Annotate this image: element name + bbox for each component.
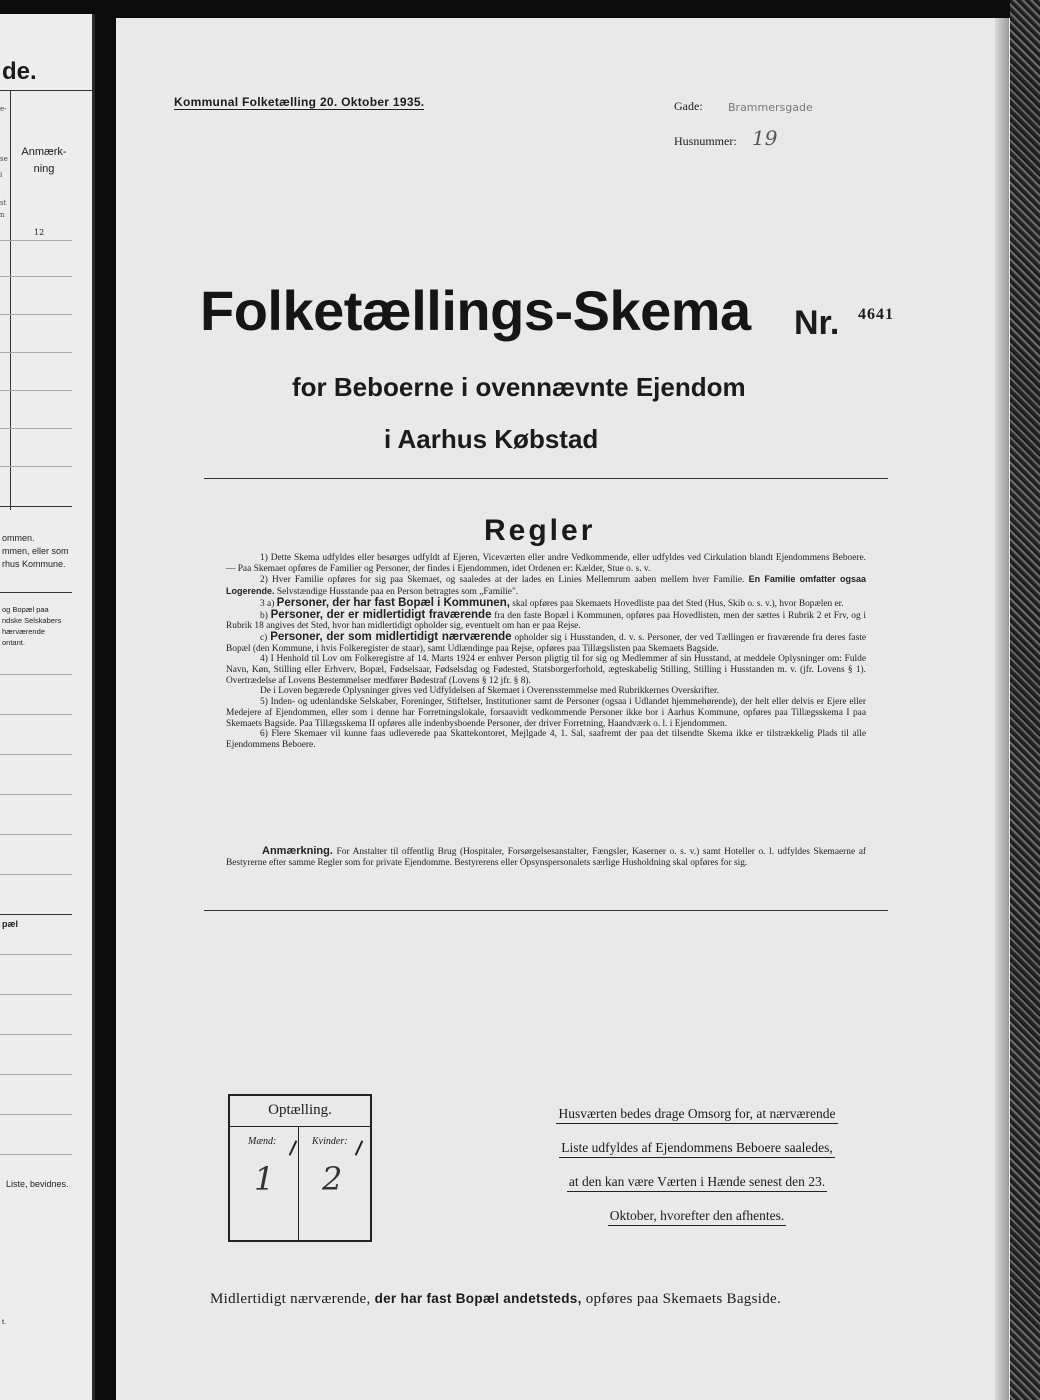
prev-liste-fragment: Liste, bevidnes. xyxy=(6,1179,69,1189)
rule-3b-bold: Personer, der er midlertidigt fraværende xyxy=(270,608,492,621)
prev-text-line: og Bopæl paa xyxy=(2,605,49,614)
prev-fragment: st xyxy=(0,199,7,207)
gade-label: Gade: xyxy=(674,99,703,113)
prev-row-rule xyxy=(0,506,72,507)
prev-row-rule xyxy=(0,1154,72,1155)
form-title: Folketællings-Skema xyxy=(200,279,751,342)
prev-fragment: i xyxy=(0,171,3,179)
prev-text-line: ommen. xyxy=(2,533,35,543)
rule-3a-bold: Personer, der har fast Bopæl i Kommunen, xyxy=(276,596,510,609)
prev-table-top-rule xyxy=(0,90,92,91)
prev-row-rule xyxy=(0,1074,72,1075)
notice-line: Husværten bedes drage Omsorg for, at nærværende xyxy=(556,1105,837,1124)
rule-3c-bold: Personer, der som midlertidigt nærværende xyxy=(270,630,512,643)
tally-box xyxy=(228,1094,372,1242)
rule-4: 4) I Henhold til Lov om Folkeregistre af 14. Marts 1924 er enhver Person pligtig til for sig og Medlemmer af sin Husstand, at meddele Oplysninger om: Fulde Navn, Køn, Stilling eller Erhverv, Bopæl, Fødselsaar, Fødselsdag og Fødested, Statsborgerforhold, ægteskabelig Stilling, Stilling i Husstanden m. v. (jfr. Lovens § 1). Overtrædelse af Lovens Bestemmelser medfører Bødestraf (Lovens § 12 jfr. § 8). xyxy=(226,654,866,686)
rule-2-bold: En Familie omfatter ogsaa Logerende. xyxy=(226,574,867,597)
prev-column-label: Anmærk- ning xyxy=(21,146,67,175)
gade-value: Brammersgade xyxy=(728,101,813,114)
prev-fragment: se xyxy=(0,155,8,163)
prev-row-rule xyxy=(0,874,72,875)
rule-6: 6) Flere Skemaer vil kunne faas udleverede paa Skattekontoret, Mejlgade 4, 1. Sal, saafremt der paa det tilsendte Skema ikke er tilstrækkelig Plads til alle Ejendommens Beboere. xyxy=(226,729,866,750)
prev-row-rule xyxy=(0,714,72,715)
prev-row-rule xyxy=(0,466,72,467)
prev-row-rule xyxy=(0,276,72,277)
prev-row-rule xyxy=(0,994,72,995)
notice-line: Liste udfyldes af Ejendommens Beboere saaledes, xyxy=(559,1139,834,1158)
rule-2-text: 2) Hver Familie opføres for sig paa Skemaet, og saaledes at der lades en Linies Mellemrum aaben mellem hver Familie. xyxy=(260,575,745,586)
prev-column-number: 12 xyxy=(34,228,45,237)
footer-text-pre: Midlertidigt nærværende, xyxy=(210,1291,371,1307)
prev-row-rule xyxy=(0,954,72,955)
husnummer-label: Husnummer: xyxy=(674,134,737,148)
rule-3b xyxy=(226,610,866,632)
rule-3c-text: opholder sig i Husstanden, d. v. s. Personer, der ved Tællingen er fraværende fra deres faste Bopæl (den Kommune, i hvis Folkeregister de staar), samt Udlændinge paa Rejse, opføres paa Tillægslisten paa Skemaets Bagside. xyxy=(226,632,867,654)
census-header: Kommunal Folketælling 20. Oktober 1935. xyxy=(174,95,425,109)
prev-row-rule xyxy=(0,754,72,755)
footer-text-bold: der har fast Bopæl andetsteds, xyxy=(374,1291,582,1306)
prev-row-rule xyxy=(0,240,72,241)
prev-text-line: hærværende xyxy=(2,627,45,636)
rule-3a-num: 3 a) xyxy=(260,598,275,609)
rule-3c-num: c) xyxy=(260,632,268,643)
form-subtitle-city: i Aarhus Købstad xyxy=(384,424,599,454)
prev-bopael-fragment: pæl xyxy=(2,919,19,929)
prev-text-line: ndske Selskabers xyxy=(2,616,62,625)
previous-page-edge xyxy=(0,14,95,1400)
rule-3a-text: skal opføres paa Skemaets Hovedliste paa det Sted (Hus, Skib o. s. v.), hvor Bopælen er. xyxy=(512,598,844,609)
tally-title: Optælling. xyxy=(268,1102,332,1118)
tally-header-rule xyxy=(230,1126,370,1127)
prev-row-rule xyxy=(0,390,72,391)
rule-5: 5) Inden- og udenlandske Selskaber, Foreninger, Stiftelser, Institutioner samt de Personer (ogsaa i Udlandet hjemmehørende), der helt eller delvis er Ejere eller Medejere af Ejendommen, eller som i denne har Forretningslokale, forsaavidt vedkommende Personer ikke bor i Aarhus Kommune, opføres paa Tillægsskema I paa Skemaets Bagside. Paa Tillægsskema II opføres alle indenbysboende Personer, der driver Forretning, Haandværk o. l. i Ejendommen. xyxy=(226,697,866,729)
tally-men-value: 1 xyxy=(254,1160,275,1198)
rule-4b: De i Loven begærede Oplysninger gives ved Udfyldelsen af Skemaet i Overensstemmelse med Rubrikkernes Overskrifter. xyxy=(260,686,719,697)
prev-bottom-fragment: t. xyxy=(2,1317,7,1326)
prev-row-rule xyxy=(0,794,72,795)
tally-women-label: Kvinder: xyxy=(312,1136,348,1147)
prev-fragment: e- xyxy=(0,105,7,113)
form-nr-label: Nr. xyxy=(794,304,840,342)
annotation-lead: Anmærkning. xyxy=(262,845,333,857)
book-binding xyxy=(1010,0,1040,1400)
footer-note xyxy=(210,1291,781,1308)
notice-line: Oktober, hvorefter den afhentes. xyxy=(608,1207,787,1226)
annotation-paragraph xyxy=(226,846,866,869)
rule-2 xyxy=(226,574,866,597)
prev-row-rule xyxy=(0,914,72,915)
tally-men-label: Mænd: xyxy=(248,1136,277,1147)
prev-row-rule xyxy=(0,314,72,315)
prev-row-rule xyxy=(0,834,72,835)
divider-top xyxy=(204,478,888,479)
prev-text-line: rhus Kommune. xyxy=(2,559,66,569)
prev-fragment: n xyxy=(0,211,5,219)
rules-body xyxy=(226,553,866,751)
rule-3c xyxy=(226,632,866,654)
tally-column-rule xyxy=(298,1126,299,1240)
footer-text-post: opføres paa Skemaets Bagside. xyxy=(585,1291,782,1307)
prev-heading-fragment: de. xyxy=(2,58,37,85)
prev-row-rule xyxy=(0,592,72,593)
page-edge-shadow xyxy=(995,18,1009,1400)
rule-3b-num: b) xyxy=(260,610,268,621)
tally-women-value: 2 xyxy=(322,1160,343,1198)
form-number: 4641 xyxy=(858,306,894,323)
notice-line: at den kan være Værten i Hænde senest den 23. xyxy=(567,1173,827,1192)
rule-1: 1) Dette Skema udfyldes eller besørges udfyldt af Ejeren, Viceværten eller andre Vedkommende, eller udfyldes ved Cirkulation blandt Ejendommens Beboere. — Paa Skemaet opføres de Familier og Personer, der findes i Ejendommen, idet Ordenen er: Kælder, Stue o. s. v. xyxy=(226,553,866,574)
annotation-note xyxy=(226,846,866,869)
tally-check-mark xyxy=(355,1140,364,1155)
prev-text-line: mmen, eller som xyxy=(2,546,69,556)
prev-row-rule xyxy=(0,428,72,429)
prev-row-rule xyxy=(0,1034,72,1035)
prev-row-rule xyxy=(0,1114,72,1115)
husnummer-value: 19 xyxy=(752,126,778,150)
rule-3b-text: fra den faste Bopæl i Kommunen, opføres paa Hovedlisten, men der sættes i Rubrik 2 et Frv, og i Rubrik 18 angives det Sted, hvor han midlertidigt opholder sig, eventuelt om han er paa Rejse. xyxy=(226,610,867,632)
rule-2-text-b: Selvstændige Husstande paa en Person betragtes som „Familie". xyxy=(276,587,519,598)
prev-text-line: ontant. xyxy=(2,638,25,647)
tally-check-mark xyxy=(289,1140,298,1155)
annotation-text: For Anstalter til offentlig Brug (Hospitaler, Forsørgelsesanstalter, Fængsler, Kaserner o. s. v.) samt Hoteller o. l. udfyldes Skemaerne af Bestyrerne efter samme Regler som for private Ejendomme. Bestyrerens eller Opsynspersonalets særlige Husholdning skal opføres for sig. xyxy=(226,847,867,868)
rules-heading: Regler xyxy=(484,514,596,547)
prev-row-rule xyxy=(0,674,72,675)
form-subtitle: for Beboerne i ovennævnte Ejendom xyxy=(292,372,746,402)
divider-bottom xyxy=(204,910,888,911)
prev-row-rule xyxy=(0,352,72,353)
landlord-notice xyxy=(530,1097,864,1233)
prev-table-column-rule xyxy=(10,90,11,510)
